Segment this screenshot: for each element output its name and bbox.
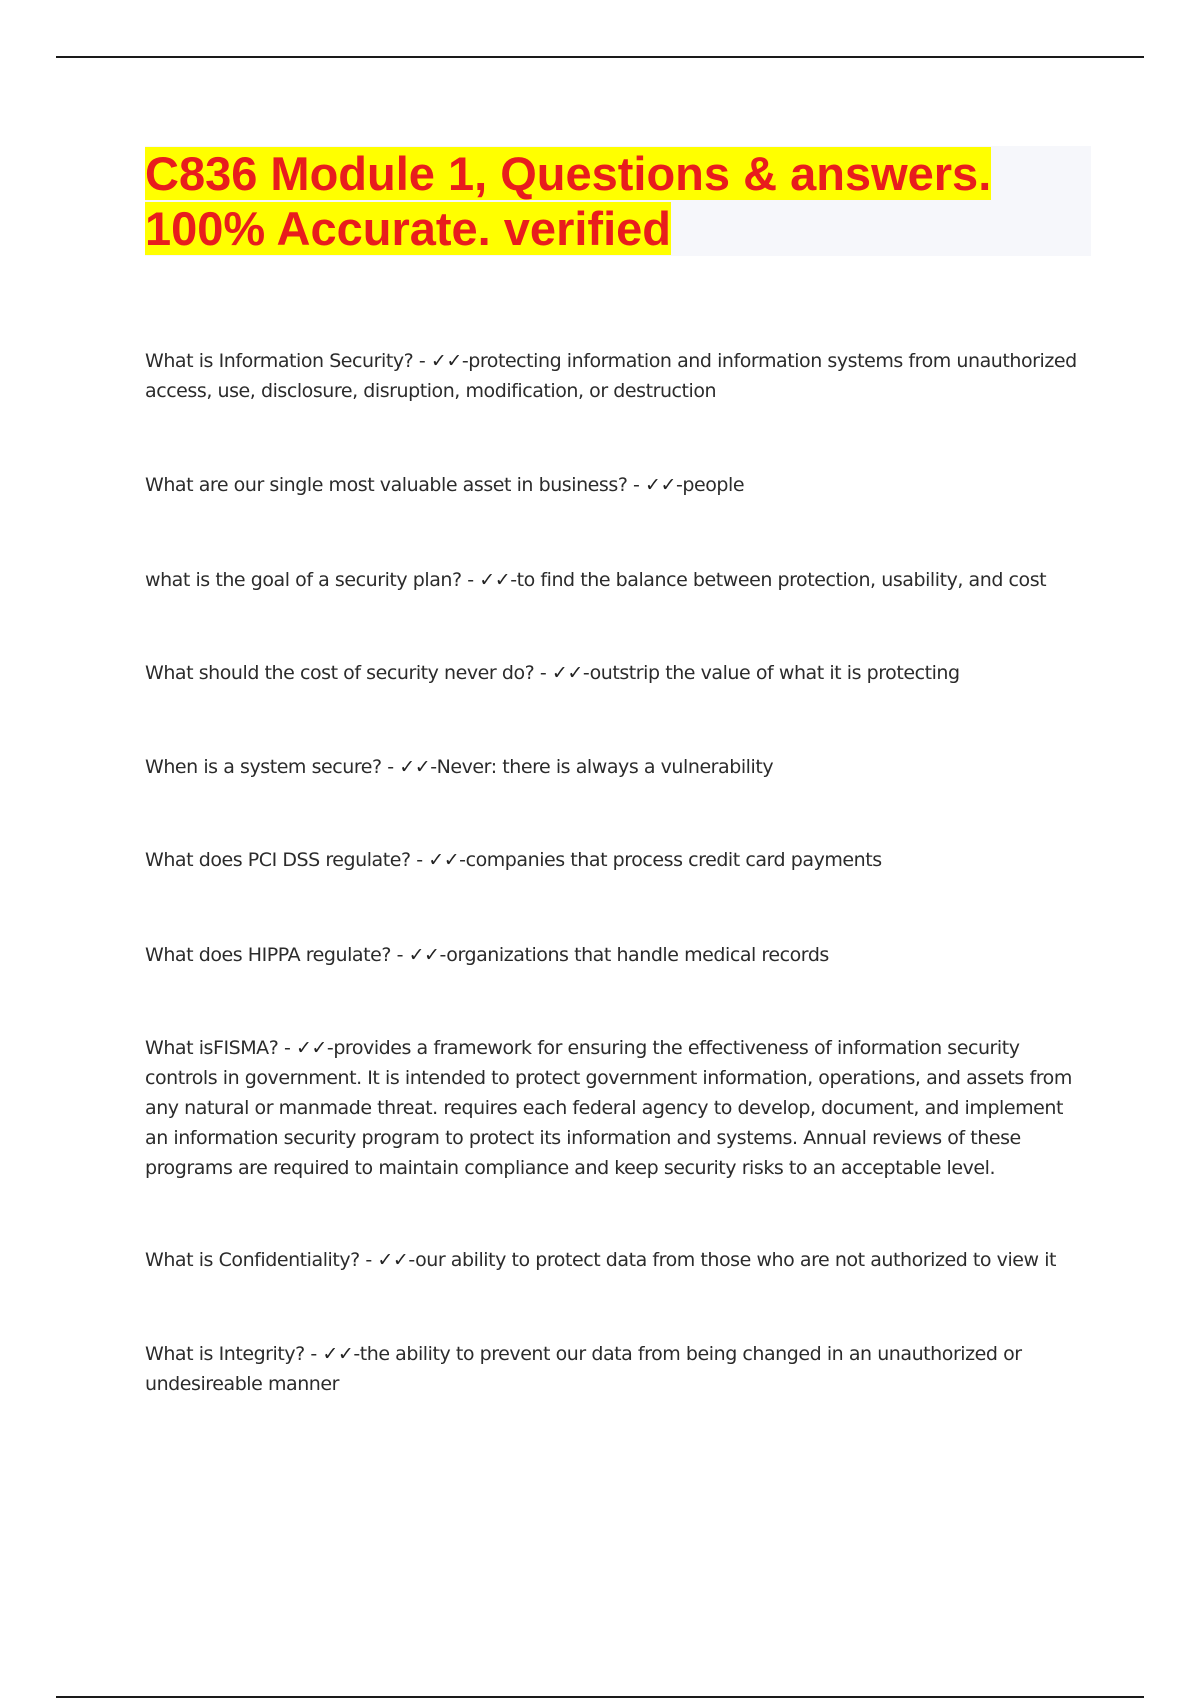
answer-text: organizations that handle medical records <box>446 944 829 966</box>
double-check-icon: ✓✓ <box>322 1343 354 1365</box>
question-text: When is a system secure? <box>145 756 382 778</box>
question-text: What does HIPPA regulate? <box>145 944 391 966</box>
separator: - <box>359 1249 378 1271</box>
double-check-icon: ✓✓ <box>479 569 511 591</box>
answer-prefix: - <box>326 1037 334 1059</box>
qa-item <box>145 752 1090 782</box>
answer-text: to find the balance between protection, usability, and cost <box>516 569 1047 591</box>
double-check-icon: ✓✓ <box>399 756 431 778</box>
title-line-2: 100% Accurate. verified <box>145 202 671 255</box>
answer-text: our ability to protect data from those who are not authorized to view it <box>415 1249 1057 1271</box>
qa-item <box>145 470 1090 500</box>
separator: - <box>278 1037 296 1059</box>
bottom-divider <box>56 1696 1144 1698</box>
question-text: What is Integrity? <box>145 1343 305 1365</box>
page-title <box>145 146 991 256</box>
question-text: what is the goal of a security plan? <box>145 569 462 591</box>
answer-prefix: - <box>430 756 437 778</box>
answer-prefix: - <box>510 569 517 591</box>
answer-text: people <box>682 474 745 496</box>
separator: - <box>390 944 409 966</box>
answer-prefix: - <box>459 849 466 871</box>
answer-prefix: - <box>408 1249 416 1271</box>
answer-text: provides a framework for ensuring the effectiveness of information security controls in government. It is intended to protect government information, operations, and assets from any natural or manmade threat. requires each federal agency to develop, document, and implement an information security program to protect its information and systems. Annual reviews of these programs are required to maintain compliance and keep security risks to an acceptable level. <box>145 1037 1072 1179</box>
qa-item <box>145 658 1090 688</box>
double-check-icon: ✓✓ <box>377 1249 409 1271</box>
separator: - <box>534 662 552 684</box>
double-check-icon: ✓✓ <box>408 944 440 966</box>
question-text: What are our single most valuable asset in business? <box>145 474 628 496</box>
answer-prefix: - <box>461 350 469 372</box>
answer-text: protecting information and information systems from unauthorized access, use, disclosure, disruption, modification, or destruction <box>145 350 1077 402</box>
separator: - <box>304 1343 323 1365</box>
double-check-icon: ✓✓ <box>295 1037 327 1059</box>
qa-item <box>145 940 1090 970</box>
top-divider <box>56 56 1144 58</box>
question-text: What isFISMA? <box>145 1037 279 1059</box>
qa-item <box>145 845 1090 875</box>
separator: - <box>461 569 480 591</box>
separator: - <box>627 474 646 496</box>
separator: - <box>381 756 400 778</box>
qa-item <box>145 1245 1090 1275</box>
answer-text: the ability to prevent our data from being changed in an unauthorized or undesireable manner <box>145 1343 1022 1395</box>
question-text: What is Information Security? <box>145 350 414 372</box>
qa-item <box>145 346 1090 406</box>
separator: - <box>410 849 429 871</box>
question-text: What should the cost of security never do? <box>145 662 535 684</box>
answer-prefix: - <box>582 662 590 684</box>
title-line-1: C836 Module 1, Questions & answers. <box>145 147 992 200</box>
answer-prefix: - <box>439 944 447 966</box>
separator: - <box>413 350 431 372</box>
double-check-icon: ✓✓ <box>551 662 583 684</box>
double-check-icon: ✓✓ <box>428 849 460 871</box>
answer-text: Never: there is always a vulnerability <box>436 756 774 778</box>
answer-text: outstrip the value of what it is protecting <box>589 662 960 684</box>
answer-prefix: - <box>353 1343 360 1365</box>
double-check-icon: ✓✓ <box>430 350 462 372</box>
qa-item <box>145 565 1090 595</box>
answer-prefix: - <box>676 474 683 496</box>
qa-item <box>145 1033 1090 1183</box>
answer-text: companies that process credit card payments <box>465 849 882 871</box>
question-text: What does PCI DSS regulate? <box>145 849 411 871</box>
double-check-icon: ✓✓ <box>645 474 676 496</box>
question-text: What is Confidentiality? <box>145 1249 360 1271</box>
qa-item <box>145 1339 1090 1399</box>
